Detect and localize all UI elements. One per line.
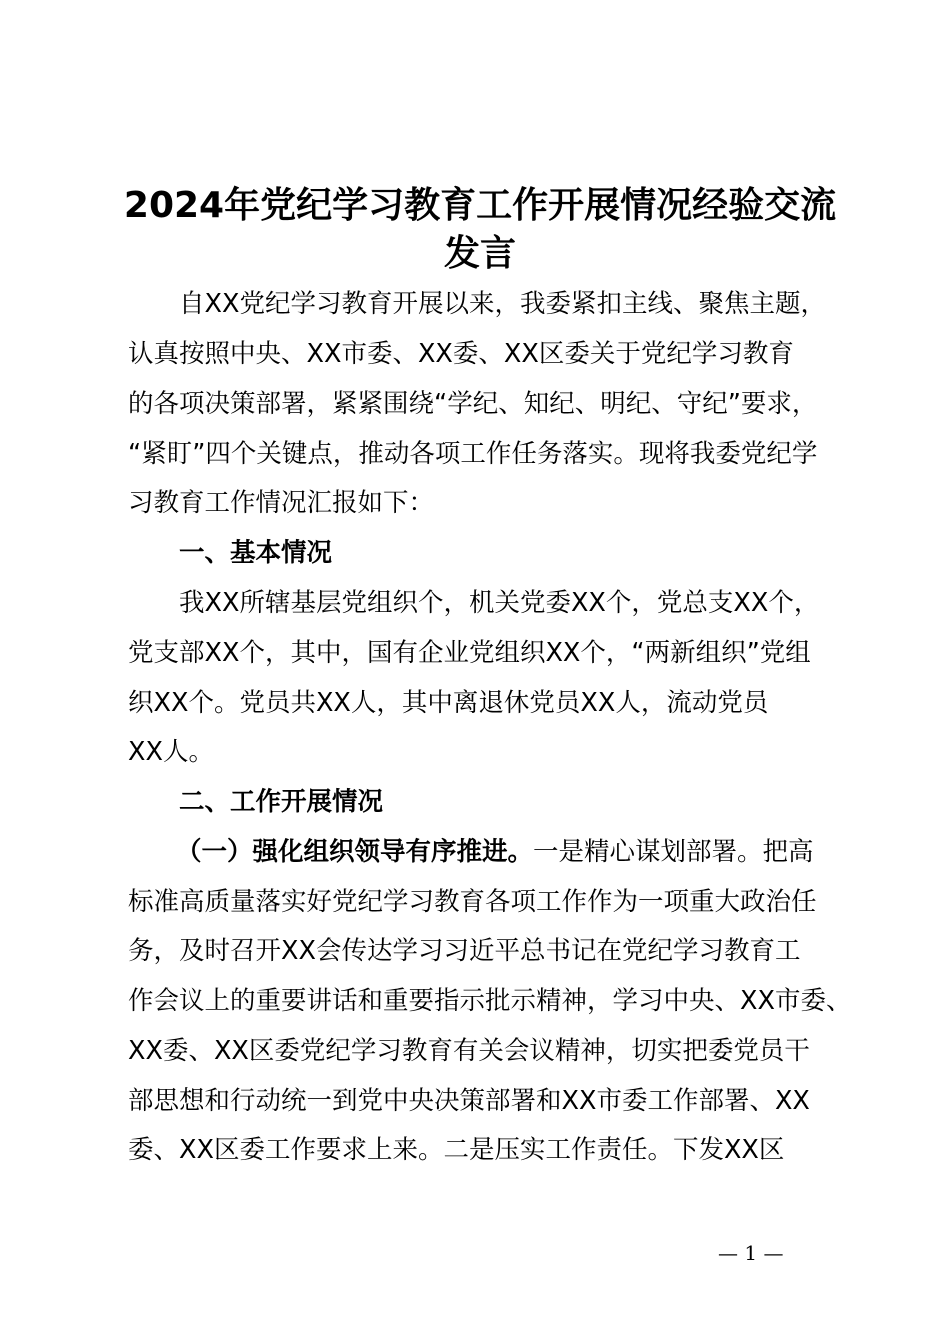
paragraph-3-line-1 xyxy=(176,834,814,870)
paragraph-2-line-4: XX人。 xyxy=(128,737,214,767)
paragraph-1-line-4: “紧盯”四个关键点，推动各项工作任务落实。现将我委党纪学 xyxy=(128,439,818,469)
paragraph-2-line-1: 我XX所辖基层党组织个，机关党委XX个，党总支XX个， xyxy=(179,588,820,618)
page-number: — 1 — xyxy=(718,1241,784,1265)
paragraph-1-line-1: 自XX党纪学习教育开展以来，我委紧扣主线、聚焦主题， xyxy=(179,289,826,319)
paragraph-1-line-5: 习教育工作情况汇报如下： xyxy=(128,488,435,518)
paragraph-1-line-3: 的各项决策部署，紧紧围绕“学纪、知纪、明纪、守纪”要求， xyxy=(128,389,818,419)
paragraph-3-line-5: XX委、XX区委党纪学习教育有关会议精神，切实把委党员干 xyxy=(128,1036,810,1066)
paragraph-1-line-2: 认真按照中央、XX市委、XX委、XX区委关于党纪学习教育 xyxy=(128,339,794,369)
section-heading-basic-situation: 一、基本情况 xyxy=(179,538,333,568)
section-heading-work-progress: 二、工作开展情况 xyxy=(179,787,384,817)
paragraph-3-line-1-text: 一是精心谋划部署。把高 xyxy=(533,837,814,867)
document-title-line-2: 发言 xyxy=(443,233,516,274)
paragraph-2-line-2: 党支部XX个，其中，国有企业党组织XX个，“两新组织”党组 xyxy=(128,638,811,668)
paragraph-3-line-7: 委、XX区委工作要求上来。二是压实工作责任。下发XX区 xyxy=(128,1135,785,1165)
paragraph-2-line-3: 织XX个。党员共XX人，其中离退休党员XX人，流动党员 xyxy=(128,688,769,718)
paragraph-3-line-2: 标准高质量落实好党纪学习教育各项工作作为一项重大政治任 xyxy=(128,887,817,917)
paragraph-3-line-3: 务，及时召开XX会传达学习习近平总书记在党纪学习教育工 xyxy=(128,936,801,966)
document-title-line-1: 2024年党纪学习教育工作开展情况经验交流 xyxy=(123,185,837,226)
paragraph-3-line-6: 部思想和行动统一到党中央决策部署和XX市委工作部署、XX xyxy=(128,1086,810,1116)
paragraph-3-line-4: 作会议上的重要讲话和重要指示批示精神，学习中央、XX市委、 xyxy=(128,986,852,1016)
subsection-heading: （一）强化组织领导有序推进。 xyxy=(176,837,534,867)
